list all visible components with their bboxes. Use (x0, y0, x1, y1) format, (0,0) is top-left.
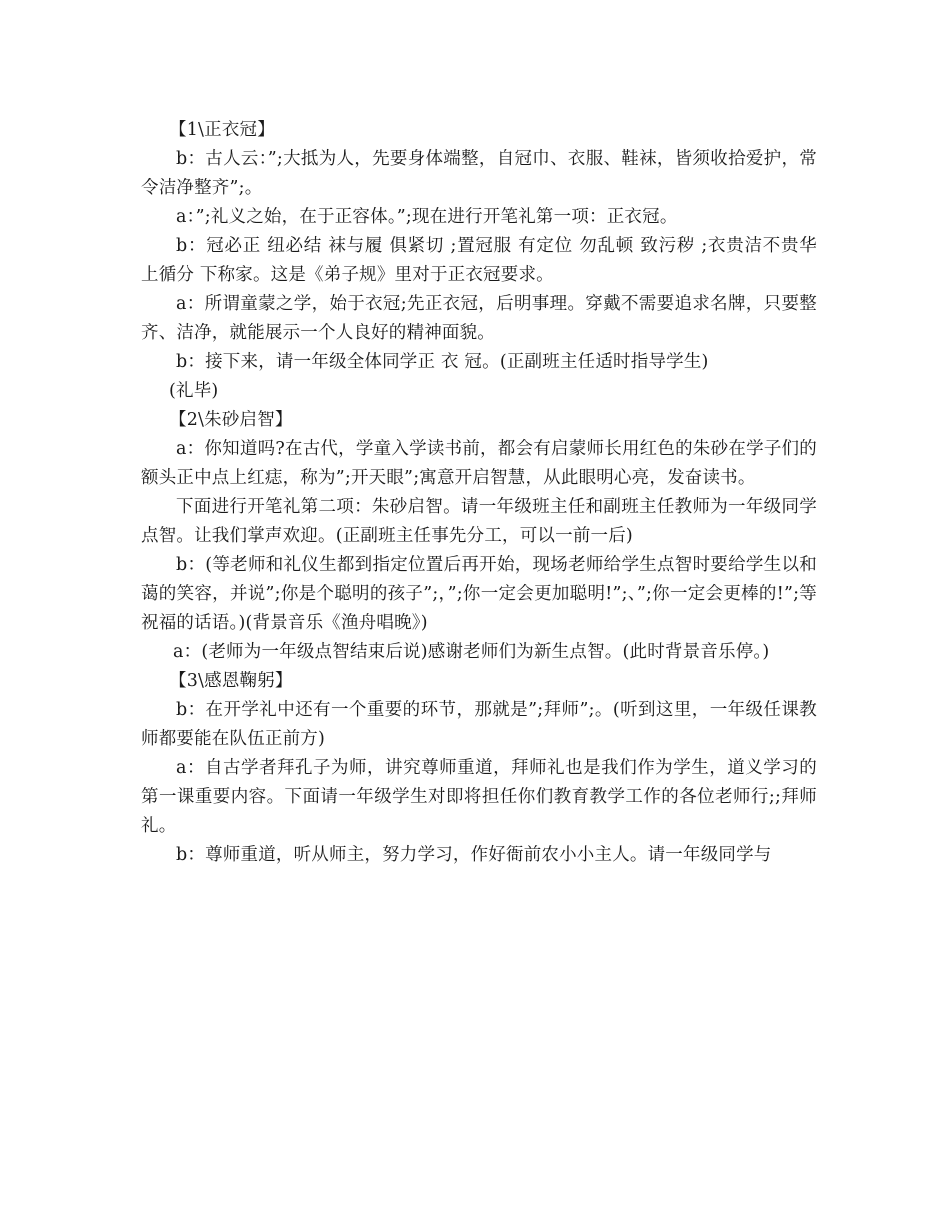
paragraph: a：所谓童蒙之学，始于衣冠;先正衣冠，后明事理。穿戴不需要追求名牌，只要整齐、洁净，就能展示一个人良好的精神面貌。 (141, 294, 817, 343)
section-heading-2: 【2\朱砂启智】 (169, 410, 293, 430)
paragraph: a：你知道吗?在古代，学童入学读书前，都会有启蒙师长用红色的朱砂在学子们的额头正中点上红痣，称为”;开天眼”;寓意开启智慧，从此眼明心亮，发奋读书。 (141, 439, 817, 488)
section-heading-1: 【1\正衣冠】 (169, 120, 275, 140)
paragraph: b：(等老师和礼仪生都到指定位置后再开始，现场老师给学生点智时要给学生以和蔼的笑容，并说”;你是个聪明的孩子”;，”;你一定会更加聪明!”;、”;你一定会更棒的!”;等祝福的话语。)(背景音乐《渔舟唱晚》) (141, 555, 817, 633)
paragraph: b：古人云：”;大抵为人，先要身体端整，自冠巾、衣服、鞋袜，皆须收拾爱护，常令洁净整齐”;。 (141, 149, 817, 198)
paragraph: b：接下来，请一年级全体同学正 衣 冠。(正副班主任适时指导学生) (176, 352, 709, 372)
ceremony-note: (礼毕) (169, 381, 219, 401)
paragraph: b：冠必正 纽必结 袜与履 俱紧切 ;置冠服 有定位 勿乱顿 致污秽 ;衣贵洁不贵华 上循分 下称家。这是《弟子规》里对于正衣冠要求。 (141, 236, 817, 285)
paragraph: a：”;礼义之始，在于正容体。”;现在进行开笔礼第一项：正衣冠。 (176, 207, 678, 227)
paragraph: a：(老师为一年级点智结束后说)感谢老师们为新生点智。(此时背景音乐停。) (173, 642, 770, 662)
paragraph: b：在开学礼中还有一个重要的环节，那就是”;拜师”;。(听到这里，一年级任课教师都要能在队伍正前方) (141, 700, 817, 749)
paragraph: a：自古学者拜孔子为师，讲究尊师重道，拜师礼也是我们作为学生，道义学习的第一课重要内容。下面请一年级学生对即将担任你们教育教学工作的各位老师行;;拜师礼。 (141, 758, 817, 836)
document-body (141, 116, 817, 870)
paragraph: 下面进行开笔礼第二项：朱砂启智。请一年级班主任和副班主任教师为一年级同学点智。让我们掌声欢迎。(正副班主任事先分工，可以一前一后) (141, 497, 817, 546)
section-heading-3: 【3\感恩鞠躬】 (169, 671, 293, 691)
paragraph: b：尊师重道，听从师主，努力学习，作好衙前农小小主人。请一年级同学与 (176, 845, 772, 865)
